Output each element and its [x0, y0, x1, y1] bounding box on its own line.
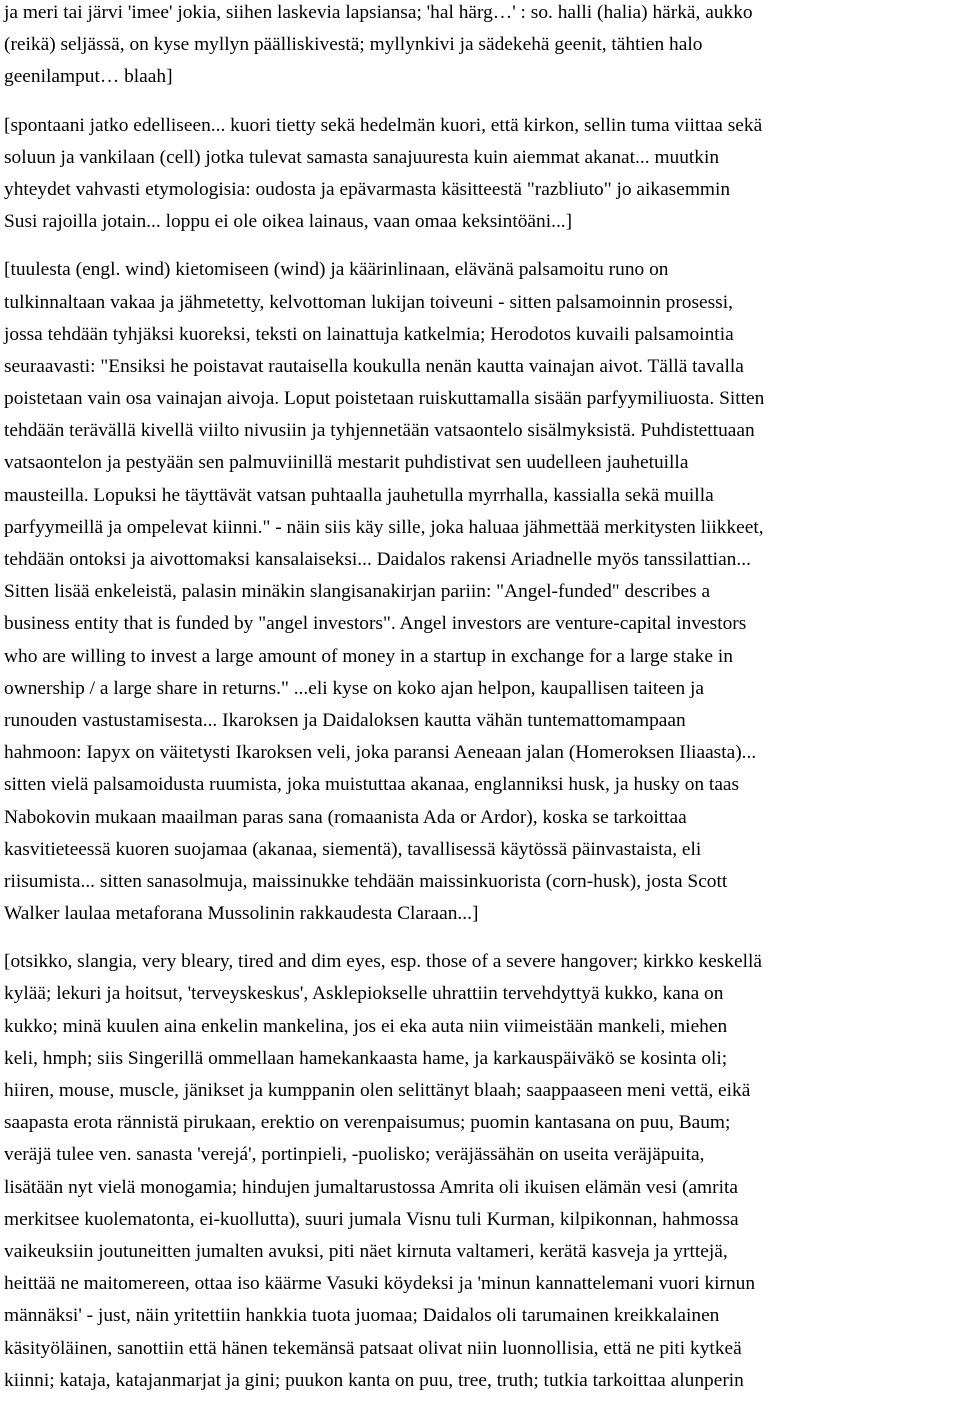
- text-line: veräjä tulee ven. sanasta 'verejá', portinpieli, -puolisko; veräjässähän on useita veräjäpuita,: [4, 1144, 705, 1166]
- text-line: Nabokovin mukaan maailman paras sana (romaanista Ada or Ardor), koska se tarkoittaa: [4, 806, 687, 828]
- text-line: tulkinnaltaan vakaa ja jähmetetty, kelvottoman lukijan toiveuni - sitten palsamoinnin prosessi,: [4, 291, 733, 313]
- paragraph-gap: [4, 930, 960, 946]
- text-line: merkitsee kuolematonta, ei-kuollutta), suuri jumala Visnu tuli Kurman, kilpikonnan, hahmossa: [4, 1208, 739, 1230]
- paragraph-gap: [4, 238, 960, 254]
- text-line: kasvitieteessä kuoren suojamaa (akanaa, siementä), tavallisessä käytössä päinvastaista, eli: [4, 838, 702, 860]
- text-line: ja meri tai järvi 'imee' jokia, siihen laskevia lapsiansa; 'hal härg…' : so. halli (halia) härkä, aukko: [4, 2, 753, 23]
- text-line: hahmoon: Iapyx on väitetysti Ikaroksen veli, joka paransi Aeneaan jalan (Homeroksen Iliaasta)...: [4, 742, 757, 764]
- text-line: männäksi' - just, näin yritettiin hankkia tuota juomaa; Daidalos oli tarumainen kreikkalainen: [4, 1305, 720, 1327]
- text-line: [otsikko, slangia, very bleary, tired and dim eyes, esp. those of a severe hangover; kirkko keskellä: [4, 951, 762, 973]
- text-line: parfyymeillä ja ompelevat kiinni." - näin siis käy sille, joka haluaa jähmettää merkitysten liikkeet,: [4, 516, 764, 538]
- text-line: geenilamput… blaah]: [4, 66, 173, 88]
- text-line: runouden vastustamisesta... Ikaroksen ja Daidaloksen kautta vähän tuntemattomampaan: [4, 709, 686, 731]
- text-line: Walker laulaa metaforana Mussolinin rakkaudesta Claraan...]: [4, 903, 479, 925]
- text-line: business entity that is funded by "angel investors". Angel investors are venture-capital investors: [4, 613, 747, 635]
- text-line: lisätään nyt vielä monogamia; hindujen jumaltarustossa Amrita oli ikuisen elämän vesi (amrita: [4, 1176, 738, 1198]
- text-line: kiinni; kataja, katajanmarjat ja gini; puukon kanta on puu, tree, truth; tutkia tarkoittaa alunperin: [4, 1369, 744, 1391]
- text-line: seuraavasti: "Ensiksi he poistavat rautaisella koukulla nenän kautta vainajan aivot. Tällä tavalla: [4, 355, 744, 377]
- paragraph-gap: [4, 94, 960, 110]
- text-line: saapasta erota rännistä pirukaan, erektio on verenpaisumus; puomin kantasana on puu, Baum;: [4, 1112, 731, 1134]
- text-line: soluun ja vankilaan (cell) jotka tulevat samasta sanajuuresta kuin aiemmat akanat... muutkin: [4, 146, 720, 168]
- text-line: mausteilla. Lopuksi he täyttävät vatsan puhtaalla jauhetulla myrrhalla, kassialla sekä muilla: [4, 484, 714, 506]
- text-line: Sitten lisää enkeleistä, palasin minäkin slangisanakirjan pariin: "Angel-funded" describes a: [4, 581, 711, 603]
- text-line: vaikeuksiin joutuneitten jumalten avuksi, piti näet kirnuta valtameri, kerätä kasveja ja yrttejä,: [4, 1240, 728, 1262]
- text-line: tehdään ontoksi ja aivottomaksi kansalaiseksi... Daidalos rakensi Ariadnelle myös tanssilattian...: [4, 549, 751, 570]
- text-line: heittää ne maitomereen, ottaa iso käärme Vasuki köydeksi ja 'minun kannattelemani vuori kirnun: [4, 1273, 756, 1295]
- text-line: poistetaan vain osa vainajan aivoja. Loput poistetaan ruiskuttamalla sisään parfyymiliuosta. Sitten: [4, 388, 765, 410]
- text-line: yhteydet vahvasti etymologisia: oudosta ja epävarmasta käsitteestä "razbliuto" jo aikasemmin: [4, 178, 731, 200]
- text-line: ownership / a large share in returns." ...eli kyse on koko ajan helpon, kaupallisen taiteen ja: [4, 677, 705, 699]
- text-line: keli, hmph; siis Singerillä ommellaan hamekankaasta hame, ja karkauspäiväkö se kosinta oli;: [4, 1047, 728, 1069]
- text-line: tehdään terävällä kivellä viilto nivusiin ja tyhjennetään vatsaontelo sisälmyksistä. Puhdistettuaan: [4, 420, 755, 442]
- text-line: Susi rajoilla jotain... loppu ei ole oikea lainaus, vaan omaa keksintöäni...]: [4, 211, 573, 233]
- paragraph-4: [4, 946, 960, 1397]
- text-line: kylää; lekuri ja hoitsut, 'terveyskeskus', Asklepiokselle uhrattiin tervehdyttyä kukko, kana on: [4, 983, 724, 1005]
- text-line: [tuulesta (engl. wind) kietomiseen (wind) ja käärinlinaan, elävänä palsamoitu runo on: [4, 259, 669, 281]
- paragraph-1: [4, 0, 960, 94]
- text-line: who are willing to invest a large amount of money in a startup in exchange for a large stake in: [4, 645, 733, 667]
- text-line: vatsaontelon ja pestyään sen palmuviinillä mestarit puhdistivat sen uudelleen jauhetuilla: [4, 452, 689, 474]
- text-line: riisumista... sitten sanasolmuja, maissinukke tehdään maissinkuorista (corn-husk), josta Scott: [4, 870, 728, 892]
- text-line: käsityöläinen, sanottiin että hänen tekemänsä patsaat olivat niin luonnollisia, että ne piti kytkeä: [4, 1337, 742, 1359]
- text-line: [spontaani jatko edelliseen... kuori tietty sekä hedelmän kuori, että kirkon, sellin tuma viittaa sekä: [4, 114, 763, 136]
- paragraph-2: [4, 110, 960, 239]
- text-line: sitten vielä palsamoidusta ruumista, joka muistuttaa akanaa, englanniksi husk, ja husky on taas: [4, 774, 740, 796]
- document-text: [4, 0, 960, 1397]
- text-line: hiiren, mouse, muscle, jänikset ja kumppanin olen selittänyt blaah; saappaaseen meni vettä, eikä: [4, 1080, 751, 1101]
- paragraph-3: [4, 254, 960, 930]
- text-line: kukko; minä kuulen aina enkelin mankelina, jos ei eka auta niin viimeistään mankeli, miehen: [4, 1015, 728, 1037]
- text-line: jossa tehdään tyhjäksi kuoreksi, teksti on lainattuja katkelmia; Herodotos kuvaili palsamointia: [4, 323, 734, 345]
- text-line: (reikä) seljässä, on kyse myllyn päälliskivestä; myllynkivi ja sädekehä geenit, tähtien halo: [4, 34, 703, 56]
